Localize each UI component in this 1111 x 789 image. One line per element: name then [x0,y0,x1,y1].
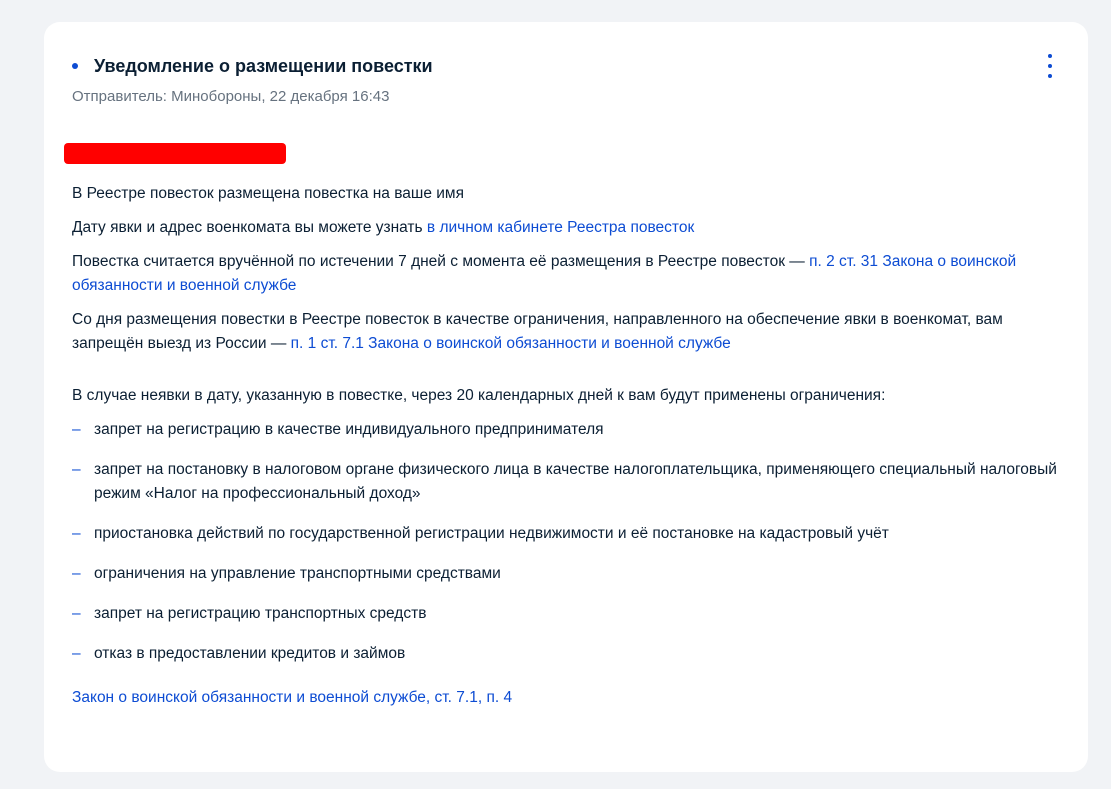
registry-cabinet-link[interactable]: в личном кабинете Реестра повесток [426,219,695,236]
restriction-text: запрет на регистрацию в качестве индивидуального предпринимателя [94,421,604,438]
dash-icon: – [72,421,81,438]
list-item [72,458,1062,506]
delivery-info-text: Повестка считается вручённой по истечении 7 дней с момента её размещения в Реестре повесток — [72,253,810,270]
list-item [72,418,1062,442]
restriction-text: запрет на постановку в налоговом органе физического лица в качестве налогоплательщика, применяющего специальный налоговый режим «Налог на профессиональный доход» [94,461,1057,502]
menu-dot [1048,54,1052,58]
list-item [72,642,1062,666]
law-article-7-1-link[interactable]: п. 1 ст. 7.1 Закона о воинской обязанности и военной службе [290,335,731,352]
dash-icon: – [72,461,81,478]
law-article-7-1-p4-link[interactable]: Закон о воинской обязанности и военной службе, ст. 7.1, п. 4 [72,689,513,706]
dash-icon: – [72,565,81,582]
redaction-bar [64,143,286,164]
notification-title: Уведомление о размещении повестки [94,55,433,76]
dash-icon: – [72,605,81,622]
restrictions-list [72,418,1062,666]
law-article-31-link[interactable]: п. 2 ст. 31 Закона о воинской обязанности и военной службе [72,253,1017,294]
kebab-menu-icon[interactable] [1044,52,1056,80]
notification-header [72,54,1060,105]
list-item [72,522,1062,546]
restriction-text: отказ в предоставлении кредитов и займов [94,645,406,662]
delivery-info [72,250,1062,298]
title-row [72,54,1060,78]
spacer [72,366,1062,384]
list-item [72,562,1062,586]
exit-ban-info [72,308,1062,356]
list-item [72,602,1062,626]
notification-card [44,22,1088,772]
menu-dot [1048,64,1052,68]
appointment-info-text: Дату явки и адрес военкомата вы можете узнать [72,219,427,236]
dash-icon: – [72,645,81,662]
notification-sender: Отправитель: Минобороны, 22 декабря 16:43 [72,88,390,105]
exit-ban-text: Со дня размещения повестки в Реестре повесток в качестве ограничения, направленного на обеспечение явки в военкомат, вам запрещён выезд из России — [72,311,1003,352]
menu-dot [1048,74,1052,78]
restriction-text: ограничения на управление транспортными средствами [94,565,501,582]
notification-body [72,182,1062,710]
restriction-text: запрет на регистрацию транспортных средств [94,605,427,622]
no-show-warning: В случае неявки в дату, указанную в повестке, через 20 календарных дней к вам будут применены ограничения: [72,387,886,404]
summons-placed-text: В Реестре повесток размещена повестка на ваше имя [72,185,464,202]
restriction-text: приостановка действий по государственной регистрации недвижимости и её постановке на кадастровый учёт [94,525,889,542]
dash-icon: – [72,525,81,542]
appointment-info [72,216,1062,240]
unread-dot-icon [72,63,78,69]
